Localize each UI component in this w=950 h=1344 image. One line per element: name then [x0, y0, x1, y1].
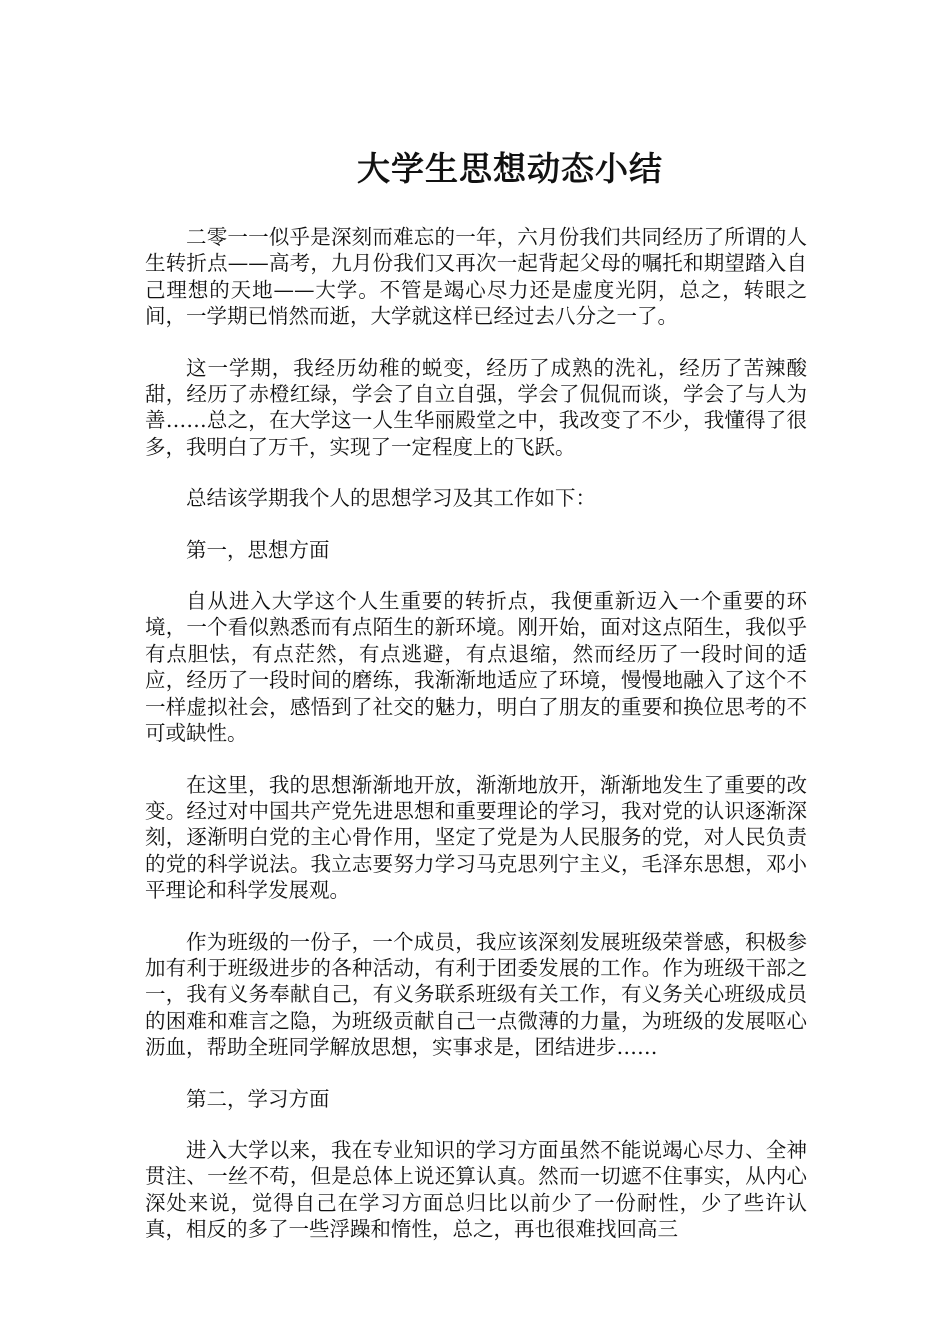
section-heading-study: 第二，学习方面 — [186, 1086, 330, 1111]
section-heading-thought: 第一，思想方面 — [186, 537, 330, 562]
paragraph-study-attitude: 进入大学以来，我在专业知识的学习方面虽然不能说竭心尽力、全神贯注、一丝不苟，但是总体上说还算认真。然而一切遮不住事实，从内心深处来说，觉得自己在学习方面总归比以前少了一份耐性，少了些许认真，相反的多了一些浮躁和惰性，总之，再也很难找回高三 — [145, 1137, 807, 1242]
paragraph-class-member: 作为班级的一份子，一个成员，我应该深刻发展班级荣誉感，积极参加有利于班级进步的各种活动，有利于团委发展的工作。作为班级干部之一，我有义务奉献自己，有义务联系班级有关工作，有义务关心班级成员的困难和难言之隐，为班级贡献自己一点微薄的力量，为班级的发展呕心沥血，帮助全班同学解放思想，实事求是，团结进步…… — [145, 929, 807, 1060]
document-title: 大学生思想动态小结 — [357, 149, 663, 188]
paragraph-semester-change: 这一学期，我经历幼稚的蜕变，经历了成熟的洗礼，经历了苦辣酸甜，经历了赤橙红绿，学会了自立自强，学会了侃侃而谈，学会了与人为善……总之，在大学这一人生华丽殿堂之中，我改变了不少，我懂得了很多，我明白了万千，实现了一定程度上的飞跃。 — [145, 355, 807, 459]
paragraph-summary-lead: 总结该学期我个人的思想学习及其工作如下： — [186, 486, 596, 511]
paragraph-new-environment: 自从进入大学这个人生重要的转折点，我便重新迈入一个重要的环境，一个看似熟悉而有点陌生的新环境。刚开始，面对这点陌生，我似乎有点胆怯，有点茫然，有点逃避，有点退缩，然而经历了一段时间的适应，经历了一段时间的磨练，我渐渐地适应了环境，慢慢地融入了这个不一样虚拟社会，感悟到了社交的魅力，明白了朋友的重要和换位思考的不可或缺性。 — [145, 589, 807, 746]
document-body — [145, 224, 807, 1268]
paragraph-party-study: 在这里，我的思想渐渐地开放，渐渐地放开，渐渐地发生了重要的改变。经过对中国共产党先进思想和重要理论的学习，我对党的认识逐渐深刻，逐渐明白党的主心骨作用，坚定了党是为人民服务的党，对人民负责的党的科学说法。我立志要努力学习马克思列宁主义，毛泽东思想，邓小平理论和科学发展观。 — [145, 772, 807, 903]
paragraph-intro: 二零一一似乎是深刻而难忘的一年，六月份我们共同经历了所谓的人生转折点——高考，九月份我们又再次一起背起父母的嘱托和期望踏入自己理想的天地——大学。不管是竭心尽力还是虚度光阴，总之，转眼之间，一学期已悄然而逝，大学就这样已经过去八分之一了。 — [145, 225, 807, 329]
